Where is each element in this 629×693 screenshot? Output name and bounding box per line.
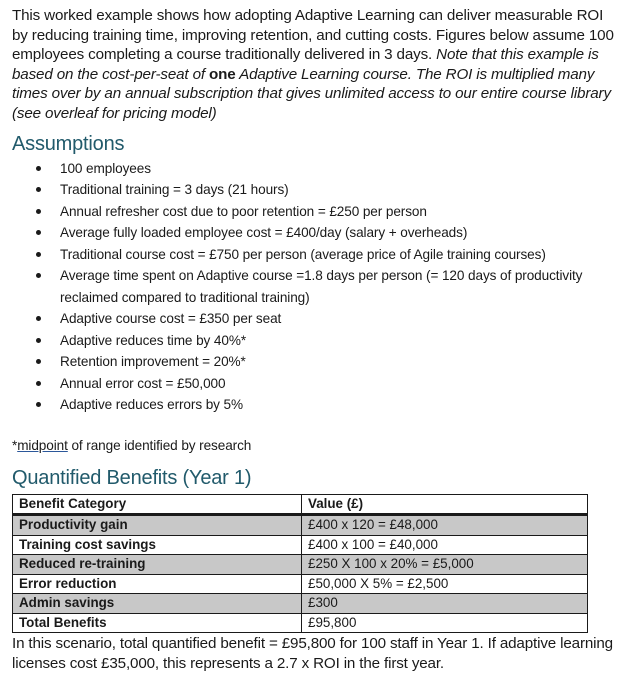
assumption-text: Traditional course cost = £750 per person (average price of Agile training courses) bbox=[60, 246, 546, 262]
assumptions-heading: Assumptions bbox=[12, 132, 125, 155]
benefit-category: Productivity gain bbox=[13, 515, 302, 536]
benefit-value: £250 X 100 x 20% = £5,000 bbox=[302, 555, 588, 575]
assumption-item bbox=[12, 394, 617, 416]
bullet-icon bbox=[36, 359, 41, 364]
benefit-category: Total Benefits bbox=[13, 613, 302, 633]
assumptions-list bbox=[12, 158, 617, 416]
benefit-value: £300 bbox=[302, 594, 588, 614]
bullet-icon bbox=[36, 209, 41, 214]
assumption-text: Traditional training = 3 days (21 hours) bbox=[60, 182, 289, 198]
bullet-icon bbox=[36, 273, 41, 278]
intro-plain: This worked example shows how adopting Adaptive Learning can deliver measurable ROI by reducing training time, improving retention, and cutting costs. Figures below assume 100 employees completing a course traditionally delivered in 3 days. bbox=[12, 7, 614, 64]
assumption-item bbox=[12, 179, 617, 201]
benefit-value: £400 x 100 = £40,000 bbox=[302, 535, 588, 555]
table-row bbox=[13, 515, 588, 536]
assumption-item bbox=[12, 244, 617, 266]
assumption-text: Adaptive reduces time by 40%* bbox=[60, 332, 247, 348]
benefit-category: Reduced re-training bbox=[13, 555, 302, 575]
table-row-total bbox=[13, 613, 588, 633]
assumption-text: Average fully loaded employee cost = £400/day (salary + overheads) bbox=[60, 225, 468, 241]
benefit-category: Training cost savings bbox=[13, 535, 302, 555]
assumption-item bbox=[12, 373, 617, 395]
benefits-heading: Quantified Benefits (Year 1) bbox=[12, 466, 252, 489]
assumption-text: Adaptive reduces errors by 5% bbox=[60, 397, 243, 413]
benefit-category: Admin savings bbox=[13, 594, 302, 614]
benefits-table bbox=[12, 494, 588, 634]
benefit-value: £95,800 bbox=[302, 613, 588, 633]
table-row bbox=[13, 535, 588, 555]
benefit-value: £50,000 X 5% = £2,500 bbox=[302, 574, 588, 594]
intro-paragraph bbox=[12, 6, 617, 124]
intro-note-bold: one bbox=[209, 65, 236, 83]
column-header-value: Value (£) bbox=[302, 494, 588, 515]
bullet-icon bbox=[36, 187, 41, 192]
intro-note-part2: Adaptive Learning course. The ROI is multiplied many times over by an annual subscription that gives unlimited access to our entire course library (see overleaf for pricing model) bbox=[12, 65, 611, 122]
assumption-item bbox=[12, 158, 617, 180]
assumption-text: 100 employees bbox=[60, 160, 151, 176]
benefit-category: Error reduction bbox=[13, 574, 302, 594]
table-header-row bbox=[13, 494, 588, 515]
bullet-icon bbox=[36, 252, 41, 257]
assumption-item bbox=[12, 351, 617, 373]
bullet-icon bbox=[36, 338, 41, 343]
table-row bbox=[13, 594, 588, 614]
bullet-icon bbox=[36, 316, 41, 321]
bullet-icon bbox=[36, 230, 41, 235]
assumption-text: Retention improvement = 20%* bbox=[60, 354, 246, 370]
assumption-item bbox=[12, 222, 617, 244]
assumption-item bbox=[12, 308, 617, 330]
benefit-value: £400 x 120 = £48,000 bbox=[302, 515, 588, 536]
footnote-text: of range identified by research bbox=[67, 437, 252, 453]
bullet-icon bbox=[36, 402, 41, 407]
footnote-underlined-word: midpoint bbox=[17, 437, 68, 453]
bullet-icon bbox=[36, 381, 41, 386]
footnote bbox=[12, 436, 617, 456]
assumption-text: Adaptive course cost = £350 per seat bbox=[60, 311, 282, 327]
assumption-text: Average time spent on Adaptive course =1.8 days per person (= 120 days of productivity reclaimed compared to traditional training) bbox=[60, 268, 583, 305]
table-row bbox=[13, 555, 588, 575]
table-row bbox=[13, 574, 588, 594]
conclusion-paragraph: In this scenario, total quantified benefit = £95,800 for 100 staff in Year 1. If adaptive learning licenses cost £35,000, this represents a 2.7 x ROI in the first year. bbox=[12, 635, 613, 672]
bullet-icon bbox=[36, 166, 41, 171]
assumption-item bbox=[12, 330, 617, 352]
assumption-text: Annual error cost = £50,000 bbox=[60, 375, 226, 391]
footnote-asterisk: * bbox=[12, 437, 18, 453]
column-header-category: Benefit Category bbox=[13, 494, 302, 515]
assumption-item bbox=[12, 265, 617, 308]
assumption-text: Annual refresher cost due to poor retention = £250 per person bbox=[60, 203, 427, 219]
intro-note-part1: Note that this example is based on the cost-per-seat of bbox=[12, 46, 599, 83]
assumption-item bbox=[12, 201, 617, 223]
